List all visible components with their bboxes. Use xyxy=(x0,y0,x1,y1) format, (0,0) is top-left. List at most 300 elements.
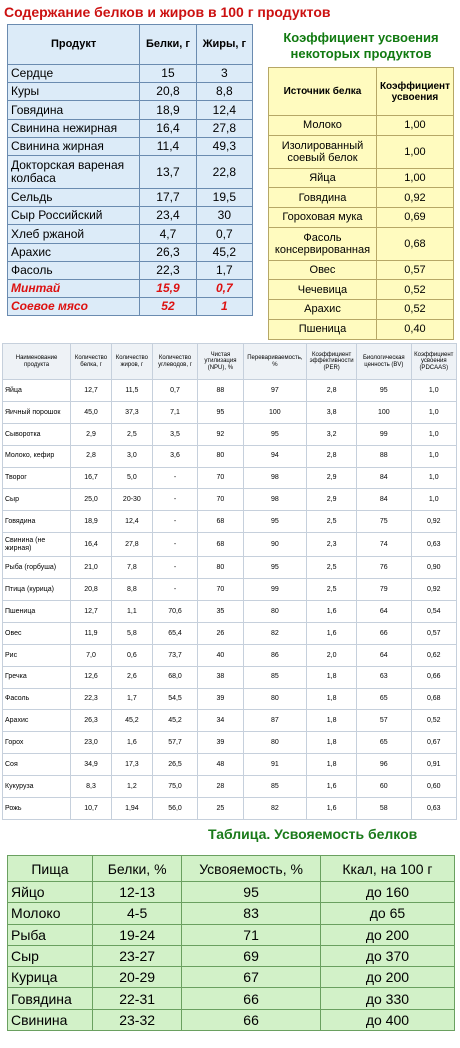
table-cell: 20-29 xyxy=(92,967,181,988)
header-digestibility: Перевариваемость, % xyxy=(243,344,307,380)
table-cell: 95 xyxy=(243,557,307,579)
table-cell: Гречка xyxy=(3,666,71,688)
table-cell: 1,8 xyxy=(307,710,357,732)
table-row xyxy=(8,945,455,966)
table-cell: 80 xyxy=(243,732,307,754)
table-cell: 11,5 xyxy=(111,380,152,402)
table-row xyxy=(3,798,457,820)
table-cell: 0,40 xyxy=(376,319,453,339)
table-cell: 95 xyxy=(357,380,411,402)
table-cell: 92 xyxy=(198,423,243,445)
table-cell: 38 xyxy=(198,666,243,688)
table-cell: 12,6 xyxy=(71,666,112,688)
table-cell: до 370 xyxy=(320,945,454,966)
table-cell: 0,7 xyxy=(196,225,252,243)
table-cell: до 200 xyxy=(320,967,454,988)
table-row xyxy=(8,279,253,297)
table-cell: 70 xyxy=(198,489,243,511)
table-header-row xyxy=(3,344,457,380)
table-cell: 7,0 xyxy=(71,644,112,666)
table-cell: 0,63 xyxy=(411,798,456,820)
header-coefficient: Коэффициент усвоения xyxy=(376,68,453,116)
table-cell: 0,92 xyxy=(411,511,456,533)
table-cell: 0,66 xyxy=(411,666,456,688)
table-cell: 1,2 xyxy=(111,776,152,798)
table-cell: до 160 xyxy=(320,882,454,903)
table-cell: 56,0 xyxy=(152,798,197,820)
table-cell: 83 xyxy=(182,903,321,924)
table-cell: 12,7 xyxy=(71,380,112,402)
table-header-row xyxy=(8,856,455,882)
table-cell: 5,8 xyxy=(111,622,152,644)
table-cell: 22,3 xyxy=(140,261,196,279)
table-cell: Яичный порошок xyxy=(3,401,71,423)
table-cell: Свинина (не жирная) xyxy=(3,533,71,557)
table-cell: Минтай xyxy=(8,279,140,297)
table-cell: 1,94 xyxy=(111,798,152,820)
table-cell: 85 xyxy=(243,776,307,798)
table-cell: 71 xyxy=(182,924,321,945)
table-cell: - xyxy=(152,533,197,557)
table-cell: Овес xyxy=(269,260,377,280)
table-row xyxy=(269,260,454,280)
table-cell: 0,52 xyxy=(376,280,453,300)
table-cell: Кукуруза xyxy=(3,776,71,798)
table-cell: 2,9 xyxy=(307,467,357,489)
protein-digestibility-table xyxy=(7,855,455,1031)
table-cell: 16,7 xyxy=(71,467,112,489)
table-cell: 68 xyxy=(198,511,243,533)
table-cell: 57,7 xyxy=(152,732,197,754)
table-cell: - xyxy=(152,489,197,511)
table-cell: 30 xyxy=(196,207,252,225)
table-cell: 0,90 xyxy=(411,557,456,579)
table-row xyxy=(3,622,457,644)
table-cell: 3 xyxy=(196,65,252,83)
header-product: Продукт xyxy=(8,25,140,65)
table-cell: 1,8 xyxy=(307,732,357,754)
table-cell: Молоко, кефир xyxy=(3,445,71,467)
table-cell: 64 xyxy=(357,644,411,666)
table-cell: 80 xyxy=(243,688,307,710)
table-cell: 1,0 xyxy=(411,423,456,445)
table-cell: 80 xyxy=(198,557,243,579)
table-cell: 0,7 xyxy=(196,279,252,297)
table-cell: 65,4 xyxy=(152,622,197,644)
table-cell: 0,92 xyxy=(376,188,453,208)
table-cell: 1,0 xyxy=(411,467,456,489)
table-cell: 3,5 xyxy=(152,423,197,445)
table-cell: 1,0 xyxy=(411,401,456,423)
header-kcal: Ккал, на 100 г xyxy=(320,856,454,882)
table-cell: 57 xyxy=(357,710,411,732)
table-cell: до 400 xyxy=(320,1009,454,1030)
table-cell: 1,0 xyxy=(411,445,456,467)
table-cell: 34,9 xyxy=(71,754,112,776)
table-row xyxy=(8,188,253,206)
table-cell: 2,8 xyxy=(71,445,112,467)
table-cell: 2,0 xyxy=(307,644,357,666)
protein-digestibility-title: Таблица. Усвояемость белков xyxy=(208,826,418,842)
table-cell: Говядина xyxy=(8,101,140,119)
table-cell: 52 xyxy=(140,298,196,316)
table-cell: 13,7 xyxy=(140,155,196,188)
table-cell: 1,00 xyxy=(376,135,453,168)
table-cell: 0,69 xyxy=(376,208,453,228)
table-cell: 0,63 xyxy=(411,533,456,557)
table-row xyxy=(269,300,454,320)
table-cell: 88 xyxy=(357,445,411,467)
table-cell: 1,7 xyxy=(196,261,252,279)
table-cell: 65 xyxy=(357,688,411,710)
table-cell: Чечевица xyxy=(269,280,377,300)
table-cell: Сыворотка xyxy=(3,423,71,445)
table-cell: Сыр xyxy=(3,489,71,511)
table-cell: 54,5 xyxy=(152,688,197,710)
table-cell: Фасоль xyxy=(8,261,140,279)
table-cell: Рис xyxy=(3,644,71,666)
table-cell: Рыба (горбуша) xyxy=(3,557,71,579)
header-bv: Биологическая ценность (BV) xyxy=(357,344,411,380)
table-cell: 95 xyxy=(182,882,321,903)
table-cell: 21,0 xyxy=(71,557,112,579)
protein-quality-table xyxy=(2,343,457,820)
table-cell: 1,7 xyxy=(111,688,152,710)
table-cell: 17,3 xyxy=(111,754,152,776)
digestibility-coefficient-title: Коэффициент усвоения некоторых продуктов xyxy=(283,30,439,61)
table-cell: Докторская вареная колбаса xyxy=(8,155,140,188)
table-cell: 76 xyxy=(357,557,411,579)
table-row xyxy=(269,208,454,228)
table-cell: 0,91 xyxy=(411,754,456,776)
table-cell: 20-30 xyxy=(111,489,152,511)
table-cell: 1,8 xyxy=(307,754,357,776)
table-cell: 97 xyxy=(243,380,307,402)
table-cell: Говядина xyxy=(269,188,377,208)
table-row xyxy=(3,710,457,732)
table-cell: Соевое мясо xyxy=(8,298,140,316)
header-digestibility-percent: Усвояемость, % xyxy=(182,856,321,882)
table-cell: Арахис xyxy=(3,710,71,732)
table-cell: 0,52 xyxy=(411,710,456,732)
table-cell: 1,0 xyxy=(411,380,456,402)
table-cell: Яйца xyxy=(269,168,377,188)
table-row xyxy=(269,280,454,300)
table-row xyxy=(269,168,454,188)
table-cell: 27,8 xyxy=(196,119,252,137)
table-cell: 60 xyxy=(357,776,411,798)
table-cell: Говядина xyxy=(8,988,93,1009)
table-cell: Говядина xyxy=(3,511,71,533)
table-cell: 49,3 xyxy=(196,137,252,155)
table-row xyxy=(269,116,454,136)
table-cell: 95 xyxy=(198,401,243,423)
table-row xyxy=(8,119,253,137)
table-cell: 45,2 xyxy=(196,243,252,261)
table-cell: 75 xyxy=(357,511,411,533)
table-cell: - xyxy=(152,579,197,601)
table-cell: 39 xyxy=(198,688,243,710)
table-cell: 4-5 xyxy=(92,903,181,924)
table-cell: 23-32 xyxy=(92,1009,181,1030)
table-cell: 23,0 xyxy=(71,732,112,754)
table-cell: 0,6 xyxy=(111,644,152,666)
table-cell: 66 xyxy=(357,622,411,644)
table-cell: 12,7 xyxy=(71,601,112,623)
table-cell: 4,7 xyxy=(140,225,196,243)
table-cell: 0,68 xyxy=(411,688,456,710)
table-row xyxy=(3,489,457,511)
table-cell: Арахис xyxy=(8,243,140,261)
header-protein-amount: Количество белка, г xyxy=(71,344,112,380)
table-cell: 0,67 xyxy=(411,732,456,754)
table-cell: Фасоль консервированная xyxy=(269,227,377,260)
table-row xyxy=(3,644,457,666)
table-cell: 45,2 xyxy=(111,710,152,732)
table-cell: 26,5 xyxy=(152,754,197,776)
table-row xyxy=(3,754,457,776)
table-cell: 90 xyxy=(243,533,307,557)
table-cell: 74 xyxy=(357,533,411,557)
table-header-row xyxy=(269,68,454,116)
table-cell: 0,68 xyxy=(376,227,453,260)
table-cell: 91 xyxy=(243,754,307,776)
table-cell: 45,0 xyxy=(71,401,112,423)
table-header-row xyxy=(8,25,253,65)
table-cell: 16,4 xyxy=(140,119,196,137)
table-cell: 12,4 xyxy=(111,511,152,533)
table-cell: Курица xyxy=(8,967,93,988)
table-cell: 85 xyxy=(243,666,307,688)
table-cell: 2,9 xyxy=(307,489,357,511)
table-cell: 1,6 xyxy=(111,732,152,754)
header-npu: Чистая утилизация (NPU), % xyxy=(198,344,243,380)
table-cell: 7,1 xyxy=(152,401,197,423)
table-cell: 34 xyxy=(198,710,243,732)
table-cell: 45,2 xyxy=(152,710,197,732)
table-cell: 3,2 xyxy=(307,423,357,445)
table-cell: 70,6 xyxy=(152,601,197,623)
table-cell: Свинина жирная xyxy=(8,137,140,155)
table-cell: 0,57 xyxy=(376,260,453,280)
table-row xyxy=(3,380,457,402)
table-cell: 64 xyxy=(357,601,411,623)
table-cell: 58 xyxy=(357,798,411,820)
table-cell: 25,0 xyxy=(71,489,112,511)
table-cell: 18,9 xyxy=(71,511,112,533)
header-product-name: Наименование продукта xyxy=(3,344,71,380)
table-row xyxy=(269,135,454,168)
table-cell: 16,4 xyxy=(71,533,112,557)
table-cell: 40 xyxy=(198,644,243,666)
table-cell: 12,4 xyxy=(196,101,252,119)
table-cell: 82 xyxy=(243,798,307,820)
table-row xyxy=(8,101,253,119)
table-cell: 10,7 xyxy=(71,798,112,820)
table-cell: 99 xyxy=(357,423,411,445)
header-carb-amount: Количество углеводов, г xyxy=(152,344,197,380)
table-cell: 1,6 xyxy=(307,601,357,623)
table-row xyxy=(8,207,253,225)
table-cell: 0,57 xyxy=(411,622,456,644)
table-cell: 2,8 xyxy=(307,445,357,467)
table-cell: 63 xyxy=(357,666,411,688)
table-row xyxy=(3,732,457,754)
table-cell: 95 xyxy=(243,423,307,445)
header-protein-percent: Белки, % xyxy=(92,856,181,882)
table-cell: 1 xyxy=(196,298,252,316)
table-cell: 26,3 xyxy=(140,243,196,261)
table-cell: 1,6 xyxy=(307,776,357,798)
table-cell: 2,3 xyxy=(307,533,357,557)
table-cell: 26,3 xyxy=(71,710,112,732)
table-cell: Соя xyxy=(3,754,71,776)
table-cell: 1,6 xyxy=(307,798,357,820)
table-cell: 98 xyxy=(243,489,307,511)
table-cell: 22-31 xyxy=(92,988,181,1009)
table-cell: 66 xyxy=(182,1009,321,1030)
table-cell: 68,0 xyxy=(152,666,197,688)
table-cell: - xyxy=(152,467,197,489)
table-cell: Свинина xyxy=(8,1009,93,1030)
table-cell: 15,9 xyxy=(140,279,196,297)
table-cell: 2,6 xyxy=(111,666,152,688)
table-cell: 1,6 xyxy=(307,622,357,644)
table-cell: Изолированный соевый белок xyxy=(269,135,377,168)
table-row xyxy=(8,903,455,924)
table-row xyxy=(8,924,455,945)
digestibility-coefficient-table xyxy=(268,67,454,340)
table-cell: до 200 xyxy=(320,924,454,945)
table-cell: 26 xyxy=(198,622,243,644)
table-cell: Куры xyxy=(8,83,140,101)
table-cell: Фасоль xyxy=(3,688,71,710)
table-cell: 3,6 xyxy=(152,445,197,467)
table-cell: 2,8 xyxy=(307,380,357,402)
table-row xyxy=(8,155,253,188)
table-row xyxy=(3,579,457,601)
table-row xyxy=(8,261,253,279)
table-cell: 19-24 xyxy=(92,924,181,945)
table-cell: Гороховая мука xyxy=(269,208,377,228)
table-row xyxy=(3,423,457,445)
table-row xyxy=(8,967,455,988)
table-row xyxy=(269,319,454,339)
table-cell: 79 xyxy=(357,579,411,601)
table-row xyxy=(3,688,457,710)
table-cell: 1,8 xyxy=(307,688,357,710)
table-cell: 27,8 xyxy=(111,533,152,557)
table-cell: 80 xyxy=(198,445,243,467)
table-cell: - xyxy=(152,511,197,533)
table-cell: 0,60 xyxy=(411,776,456,798)
table-cell: 5,0 xyxy=(111,467,152,489)
table-cell: 3,8 xyxy=(307,401,357,423)
table-row xyxy=(8,882,455,903)
table-cell: 23-27 xyxy=(92,945,181,966)
table-cell: Пшеница xyxy=(3,601,71,623)
table-cell: Овес xyxy=(3,622,71,644)
table-cell: 3,0 xyxy=(111,445,152,467)
table-cell: 11,9 xyxy=(71,622,112,644)
table-cell: 37,3 xyxy=(111,401,152,423)
table-row xyxy=(8,83,253,101)
table-row xyxy=(3,557,457,579)
table-row xyxy=(3,401,457,423)
table-cell: 23,4 xyxy=(140,207,196,225)
table-cell: 1,0 xyxy=(411,489,456,511)
table-cell: Сердце xyxy=(8,65,140,83)
table-cell: 0,62 xyxy=(411,644,456,666)
table-cell: 67 xyxy=(182,967,321,988)
table-cell: Пшеница xyxy=(269,319,377,339)
table-cell: 0,92 xyxy=(411,579,456,601)
table-cell: 22,8 xyxy=(196,155,252,188)
table-cell: 95 xyxy=(243,511,307,533)
table-cell: 25 xyxy=(198,798,243,820)
table-cell: 1,00 xyxy=(376,116,453,136)
table-cell: 73,7 xyxy=(152,644,197,666)
table-cell: Молоко xyxy=(8,903,93,924)
table-cell: Рожь xyxy=(3,798,71,820)
table-cell: Свинина нежирная xyxy=(8,119,140,137)
table-cell: 18,9 xyxy=(140,101,196,119)
table-cell: 0,7 xyxy=(152,380,197,402)
table-cell: Яйцо xyxy=(8,882,93,903)
table-cell: 84 xyxy=(357,467,411,489)
table-cell: 15 xyxy=(140,65,196,83)
table-cell: 8,8 xyxy=(111,579,152,601)
header-protein-source: Источник белка xyxy=(269,68,377,116)
table-cell: Горох xyxy=(3,732,71,754)
table-cell: Сыр xyxy=(8,945,93,966)
table-cell: 86 xyxy=(243,644,307,666)
table-cell: 28 xyxy=(198,776,243,798)
header-protein: Белки, г xyxy=(140,25,196,65)
table-row xyxy=(3,601,457,623)
table-row xyxy=(3,666,457,688)
table-cell: 70 xyxy=(198,579,243,601)
table-cell: 1,00 xyxy=(376,168,453,188)
table-cell: 2,5 xyxy=(307,557,357,579)
table-cell: Яйца xyxy=(3,380,71,402)
table-cell: 100 xyxy=(243,401,307,423)
table-cell: Сыр Российский xyxy=(8,207,140,225)
table-row xyxy=(8,1009,455,1030)
table-row xyxy=(3,533,457,557)
protein-fat-table-title: Содержание белков и жиров в 100 г продуктов xyxy=(4,4,331,20)
table-cell: 82 xyxy=(243,622,307,644)
table-cell: 66 xyxy=(182,988,321,1009)
table-cell: 8,8 xyxy=(196,83,252,101)
table-cell: 80 xyxy=(243,601,307,623)
table-cell: 39 xyxy=(198,732,243,754)
table-row xyxy=(269,188,454,208)
table-cell: 20,8 xyxy=(140,83,196,101)
header-food: Пища xyxy=(8,856,93,882)
table-cell: 22,3 xyxy=(71,688,112,710)
table-cell: Молоко xyxy=(269,116,377,136)
table-cell: 75,0 xyxy=(152,776,197,798)
table-row xyxy=(3,776,457,798)
table-cell: 12-13 xyxy=(92,882,181,903)
table-cell: 48 xyxy=(198,754,243,776)
table-cell: 35 xyxy=(198,601,243,623)
table-cell: Хлеб ржаной xyxy=(8,225,140,243)
table-cell: 69 xyxy=(182,945,321,966)
table-cell: до 65 xyxy=(320,903,454,924)
table-row xyxy=(8,225,253,243)
